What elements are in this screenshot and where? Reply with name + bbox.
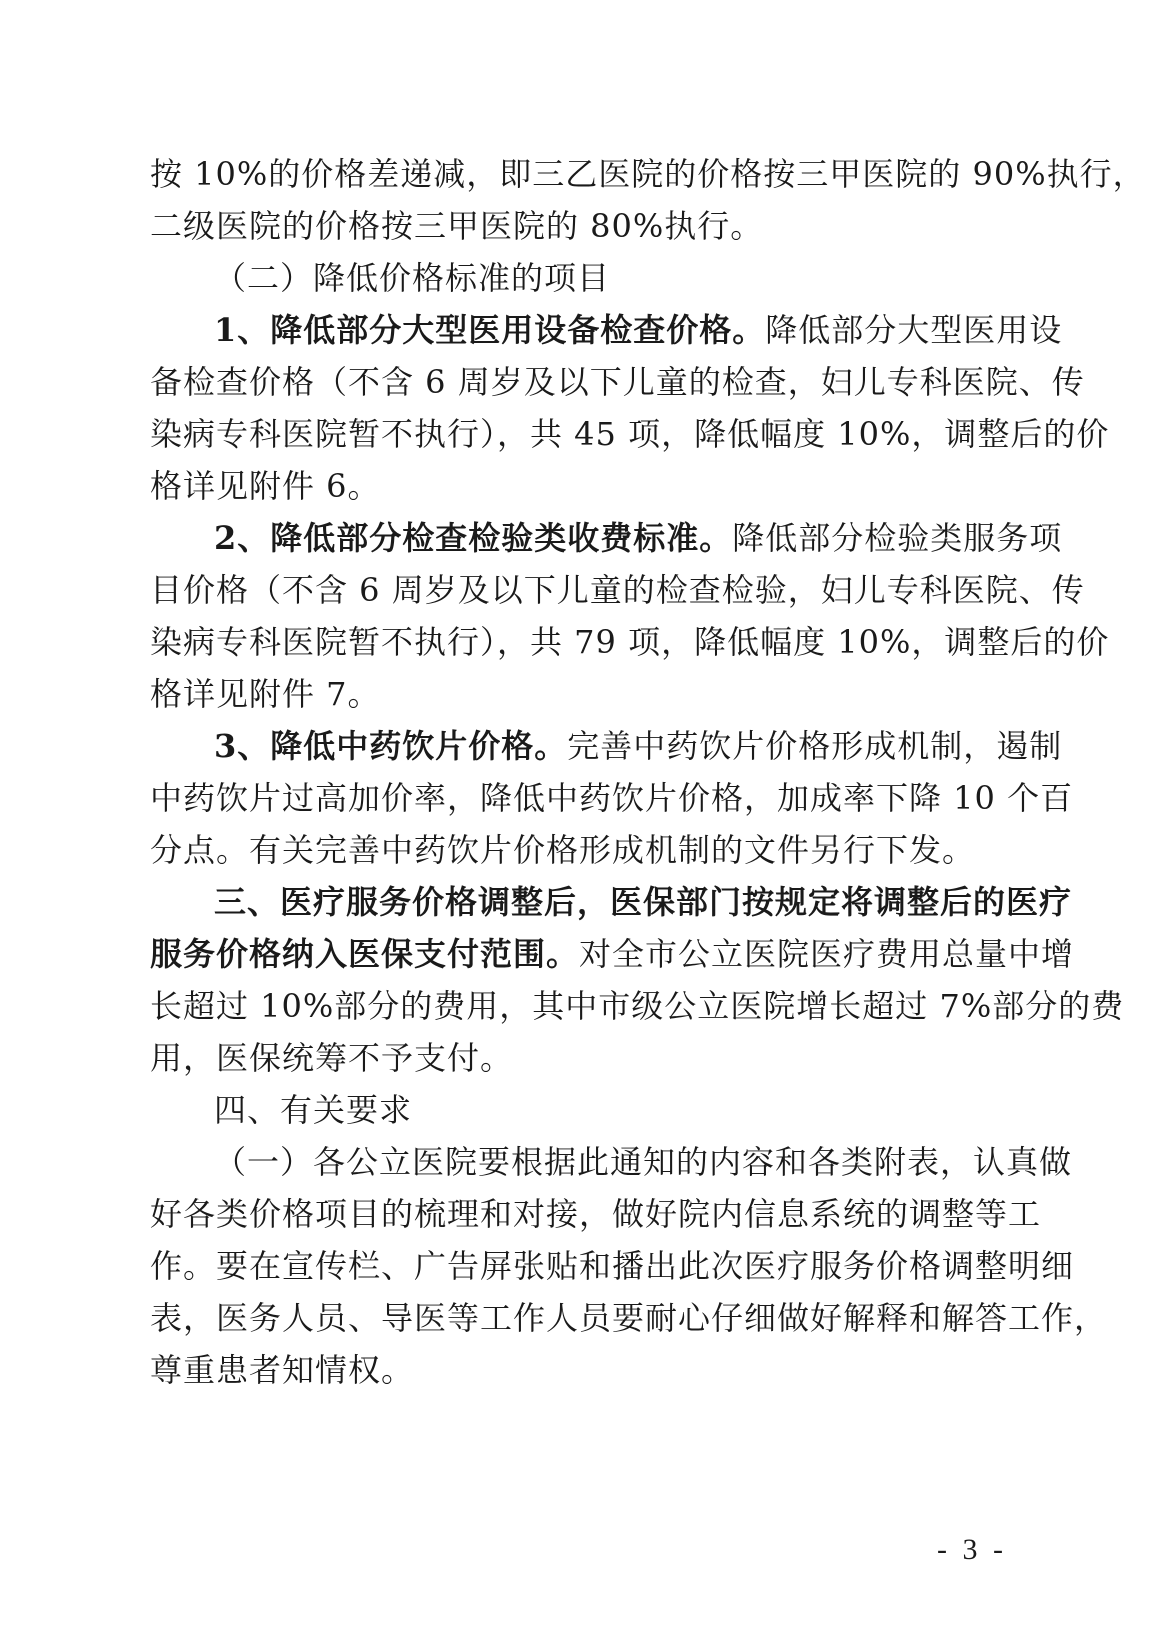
item-3-first-line [150, 720, 1063, 772]
item-1-text: 降低部分大型医用设 [765, 311, 1063, 349]
item-1-heading: 1、降低部分大型医用设备检查价格。 [214, 311, 766, 349]
item-3-heading: 3、降低中药饮片价格。 [214, 727, 568, 765]
item-2-first-line [150, 512, 1063, 564]
item-2-heading: 2、降低部分检查检验类收费标准。 [214, 519, 733, 557]
section-3-heading-line-2: 服务价格纳入医保支付范围。 [150, 935, 580, 973]
body-line: 用，医保统筹不予支付。 [150, 1039, 514, 1077]
body-line: 染病专科医院暂不执行），共 79 项，降低幅度 10%，调整后的价 [150, 623, 1110, 661]
document-page [150, 148, 1146, 1396]
body-line: （一）各公立医院要根据此通知的内容和各类附表，认真做 [214, 1143, 1073, 1181]
subsection-heading: （二）降低价格标准的项目 [214, 259, 611, 297]
body-line: 格详见附件 6。 [150, 467, 381, 505]
page-number: - 3 - [937, 1533, 1007, 1566]
body-line: 按 10%的价格差递减，即三乙医院的价格按三甲医院的 90%执行， [150, 155, 1146, 193]
body-line: 染病专科医院暂不执行），共 45 项，降低幅度 10%，调整后的价 [150, 415, 1110, 453]
body-line: 格详见附件 7。 [150, 675, 381, 713]
body-line: 分点。有关完善中药饮片价格形成机制的文件另行下发。 [150, 831, 976, 869]
body-line: 表，医务人员、导医等工作人员要耐心仔细做好解释和解答工作， [150, 1299, 1108, 1337]
body-line: 作。要在宣传栏、广告屏张贴和播出此次医疗服务价格调整明细 [150, 1247, 1075, 1285]
body-line: 备检查价格（不含 6 周岁及以下儿童的检查，妇儿专科医院、传 [150, 363, 1085, 401]
section-3-line-2 [150, 928, 1075, 980]
section-4-heading: 四、有关要求 [214, 1091, 413, 1129]
item-1-first-line [150, 304, 1063, 356]
body-line: 长超过 10%部分的费用，其中市级公立医院增长超过 7%部分的费 [150, 987, 1125, 1025]
body-line: 目价格（不含 6 周岁及以下儿童的检查检验，妇儿专科医院、传 [150, 571, 1085, 609]
item-3-text: 完善中药饮片价格形成机制，遏制 [567, 727, 1063, 765]
section-3-text: 对全市公立医院医疗费用总量中增 [579, 935, 1075, 973]
item-2-text: 降低部分检验类服务项 [732, 519, 1063, 557]
body-line: 尊重患者知情权。 [150, 1351, 415, 1389]
body-line: 好各类价格项目的梳理和对接，做好院内信息系统的调整等工 [150, 1195, 1042, 1233]
body-line: 二级医院的价格按三甲医院的 80%执行。 [150, 207, 764, 245]
body-line: 中药饮片过高加价率，降低中药饮片价格，加成率下降 10 个百 [150, 779, 1074, 817]
section-3-heading-line-1: 三、医疗服务价格调整后，医保部门按规定将调整后的医疗 [214, 883, 1073, 921]
